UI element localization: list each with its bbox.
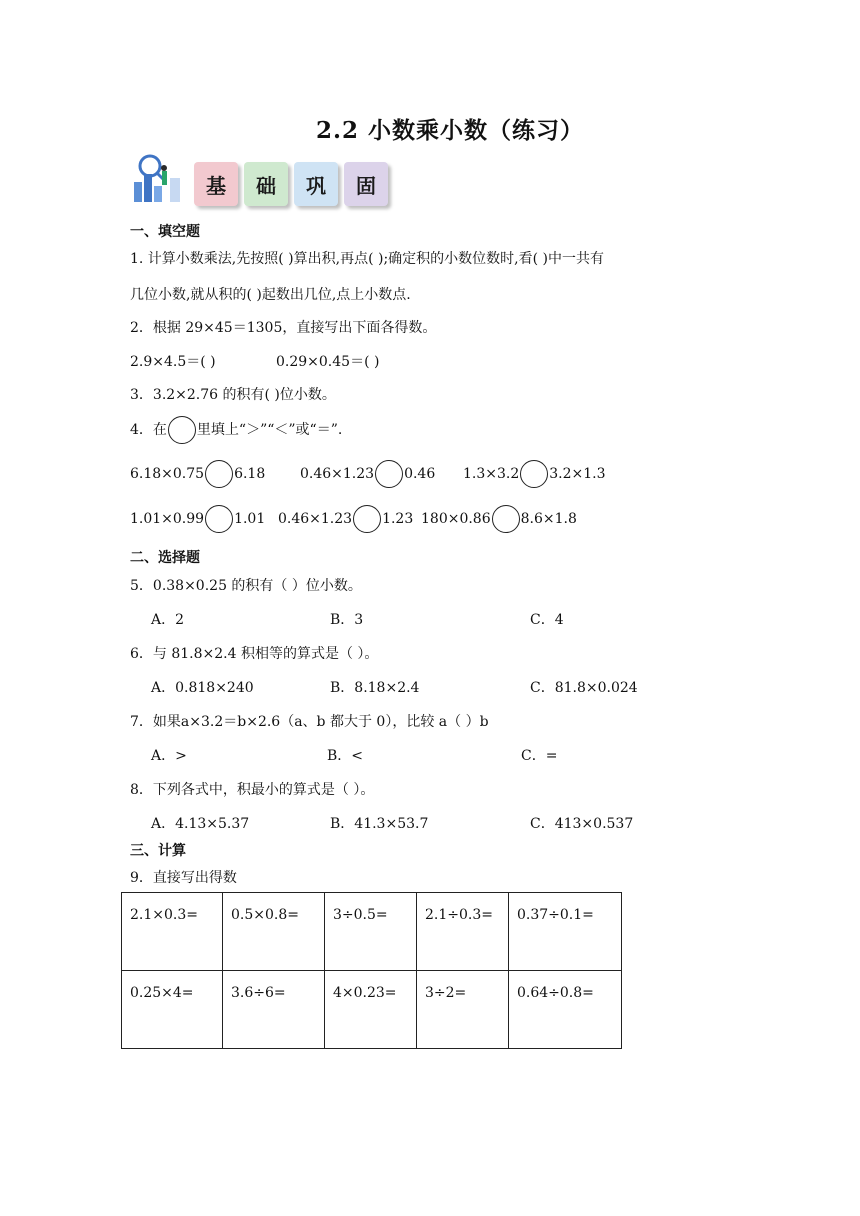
question-7-stem: 7．如果a×3.2＝b×2.6（a、b 都大于 0），比较 a（ ）b: [130, 714, 489, 730]
expr-right: 3.2×1.3: [549, 466, 606, 482]
magnifier-chart-icon: [130, 152, 186, 208]
question-4-item-6: [421, 505, 577, 533]
section-heading-choice: 二、选择题: [130, 550, 200, 566]
question-4-item-3: [463, 460, 606, 488]
table-cell: 0.64÷0.8=: [509, 971, 622, 1049]
q6-option-c[interactable]: C．81.8×0.024: [530, 680, 638, 696]
table-row: [122, 893, 622, 971]
q5-option-b[interactable]: B．3: [330, 612, 364, 628]
table-cell: 0.5×0.8=: [223, 893, 325, 971]
expr-right: 8.6×1.8: [520, 511, 577, 527]
q5-option-a[interactable]: A．2: [151, 612, 185, 628]
expr-right: 0.46: [404, 466, 436, 482]
table-cell: 4×0.23=: [325, 971, 417, 1049]
table-cell: 2.1÷0.3=: [417, 893, 509, 971]
answer-circle[interactable]: [375, 460, 403, 488]
section-banner: [130, 152, 390, 208]
question-2-b: 0.29×0.45＝( ): [276, 354, 380, 370]
answer-circle[interactable]: [353, 505, 381, 533]
expr-right: 6.18: [234, 466, 266, 482]
question-5-stem: 5．0.38×0.25 的积有（ ）位小数。: [130, 578, 362, 594]
compare-circle-icon: [168, 416, 196, 444]
q8-option-a[interactable]: A．4.13×5.37: [151, 816, 250, 832]
question-4-item-1: [130, 460, 265, 488]
question-4-stem: [130, 416, 342, 444]
expr-left: 0.46×1.23: [300, 466, 375, 482]
q6-option-a[interactable]: A．0.818×240: [151, 680, 254, 696]
answer-circle[interactable]: [205, 460, 233, 488]
banner-char-1: 基: [194, 162, 238, 206]
question-6-stem: 6．与 81.8×2.4 积相等的算式是（ ）。: [130, 646, 379, 662]
table-row: [122, 971, 622, 1049]
question-4-suffix: 里填上“＞”“＜”或“＝”.: [196, 422, 343, 438]
q8-option-b[interactable]: B．41.3×53.7: [330, 816, 429, 832]
question-9-stem: 9．直接写出得数: [130, 870, 237, 886]
expr-left: 0.46×1.23: [278, 511, 353, 527]
question-3-stem: 3．3.2×2.76 的积有( )位小数。: [130, 387, 336, 403]
question-4-item-4: [130, 505, 265, 533]
table-cell: 3÷0.5=: [325, 893, 417, 971]
question-1-line-1: 1. 计算小数乘法,先按照( )算出积,再点( );确定积的小数位数时,看( )中一共有: [130, 251, 604, 267]
q7-option-c[interactable]: C．=: [521, 748, 558, 764]
table-cell: 0.25×4=: [122, 971, 223, 1049]
question-4-item-5: [278, 505, 413, 533]
expr-left: 1.01×0.99: [130, 511, 205, 527]
q7-option-a[interactable]: A．>: [151, 748, 187, 764]
q5-option-c[interactable]: C．4: [530, 612, 564, 628]
answer-circle[interactable]: [520, 460, 548, 488]
table-cell: 0.37÷0.1=: [509, 893, 622, 971]
expr-left: 1.3×3.2: [463, 466, 520, 482]
table-cell: 3.6÷6=: [223, 971, 325, 1049]
answer-circle[interactable]: [205, 505, 233, 533]
question-2-stem: 2．根据 29×45＝1305，直接写出下面各得数。: [130, 320, 437, 336]
expr-right: 1.23: [382, 511, 414, 527]
expr-right: 1.01: [234, 511, 266, 527]
expr-left: 180×0.86: [421, 511, 491, 527]
question-2-a: 2.9×4.5＝( ): [130, 354, 216, 370]
question-4-prefix: 4．在: [130, 422, 167, 438]
section-heading-calculation: 三、计算: [130, 843, 186, 859]
q8-option-c[interactable]: C．413×0.537: [530, 816, 634, 832]
q6-option-b[interactable]: B．8.18×2.4: [330, 680, 420, 696]
expr-left: 6.18×0.75: [130, 466, 205, 482]
table-cell: 3÷2=: [417, 971, 509, 1049]
calculation-table: [121, 892, 622, 1049]
answer-circle[interactable]: [492, 505, 520, 533]
question-4-item-2: [300, 460, 435, 488]
banner-char-3: 巩: [294, 162, 338, 206]
banner-char-4: 固: [344, 162, 388, 206]
page-title: 2.2 小数乘小数（练习）: [316, 117, 585, 144]
section-heading-fill-blank: 一、填空题: [130, 224, 200, 240]
table-cell: 2.1×0.3=: [122, 893, 223, 971]
question-8-stem: 8．下列各式中，积最小的算式是（ ）。: [130, 782, 375, 798]
banner-char-2: 础: [244, 162, 288, 206]
q7-option-b[interactable]: B．<: [327, 748, 364, 764]
question-1-line-2: 几位小数,就从积的( )起数出几位,点上小数点.: [130, 287, 411, 303]
